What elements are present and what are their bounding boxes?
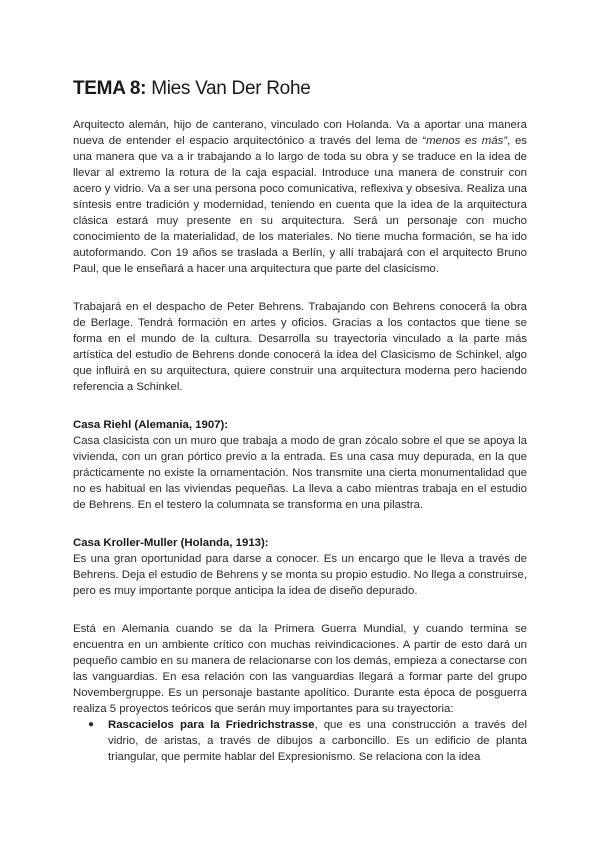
page-title	[73, 78, 310, 100]
projects-list	[73, 717, 527, 765]
title-label: TEMA 8:	[73, 78, 147, 99]
title-name: Mies Van Der Rohe	[151, 78, 311, 99]
casa-riehl-paragraph: Casa clasicista con un muro que trabaja a modo de gran zócalo sobre el que se apoya la vivienda, con un gran pórtico previo a la entrada. Es una casa muy depurada, en la que prácticamente no existe la ornamentación. Nos transmite una cierta monumentalidad que no es habitual en las viviendas pequeñas. La lleva a cabo mientras trabaja en el estudio de Behrens. En el testero la columnata se transforma en una pilastra.	[73, 435, 527, 511]
casa-kroller-heading: Casa Kroller-Muller (Holanda, 1913):	[73, 537, 269, 549]
intro-paragraph	[73, 117, 527, 277]
intro-text-start: Arquitecto alemán, hijo de canterano, vinculado con Holanda. Va a aportar una manera nueva de entender el espacio arquitectónico a través del lema de “	[73, 119, 527, 147]
intro-text-end: , es una manera que va a ir trabajando a lo largo de toda su obra y se traduce en la idea de llevar al extremo la rotura de la caja espacial. Introduce una manera de construir con acero y vidrio. Va a ser una persona poco comunicativa, reflexiva y obsesiva. Realiza una síntesis entre tradición y modernidad, teniendo en cuenta que la idea de la arquitectura clásica estará muy presente en su arquitectura. Será un personaje con mucho conocimiento de la materialidad, de los materiales. No tiene mucha formación, se ha ido autoformando. Con 19 años se traslada a Berlín, y allí trabajará con el arquitecto Bruno Paul, que le enseñará a hacer una arquitectura que parte del clasicismo.	[73, 135, 527, 275]
casa-riehl-heading: Casa Riehl (Alemania, 1907):	[73, 419, 229, 431]
project-name: Rascacielos para la Friedrichstrasse	[108, 719, 315, 731]
document-body	[73, 117, 527, 765]
project-description: , que es una construcción a través del vidrio, de aristas, a través de dibujos a carboncillo. Es un edificio de planta triangular, que permite hablar del Expresionismo. Se relaciona con la idea	[108, 719, 527, 763]
list-item	[73, 717, 527, 765]
behrens-paragraph: Trabajará en el despacho de Peter Behrens. Trabajando con Behrens conocerá la obra de Berlage. Tendrá formación en artes y oficios. Gracias a los contactos que tiene se forma en el mundo de la cultura. Desarrolla su trayectoria vinculado a la parte más artística del estudio de Behrens donde conocerá la idea del Clasicismo de Schinkel, algo que influirá en su arquitectura, quiere construir una arquitectura moderna pero haciendo referencia a Schinkel.	[73, 301, 527, 393]
bullet-icon: ●	[88, 719, 95, 730]
postwar-paragraph: Está en Alemania cuando se da la Primera Guerra Mundial, y cuando termina se encuentra en un ambiente crítico con muchas reivindicaciones. A partir de esto dará un pequeño cambio en su manera de relacionarse con los demás, empieza a conectarse con las vanguardias. En esa relación con las vanguardias llegará a formar parte del grupo Novembergruppe. Es un personaje bastante apolítico. Durante esta época de posguerra realiza 5 proyectos teóricos que serán muy importantes para su trayectoria:	[73, 623, 527, 715]
casa-kroller-paragraph: Es una gran oportunidad para darse a conocer. Es un encargo que le lleva a través de Behrens. Deja el estudio de Behrens y se monta su propio estudio. No llega a construirse, pero es muy importante porque anticipa la idea de diseño depurado.	[73, 553, 527, 597]
intro-motto: menos es más”	[426, 135, 508, 147]
